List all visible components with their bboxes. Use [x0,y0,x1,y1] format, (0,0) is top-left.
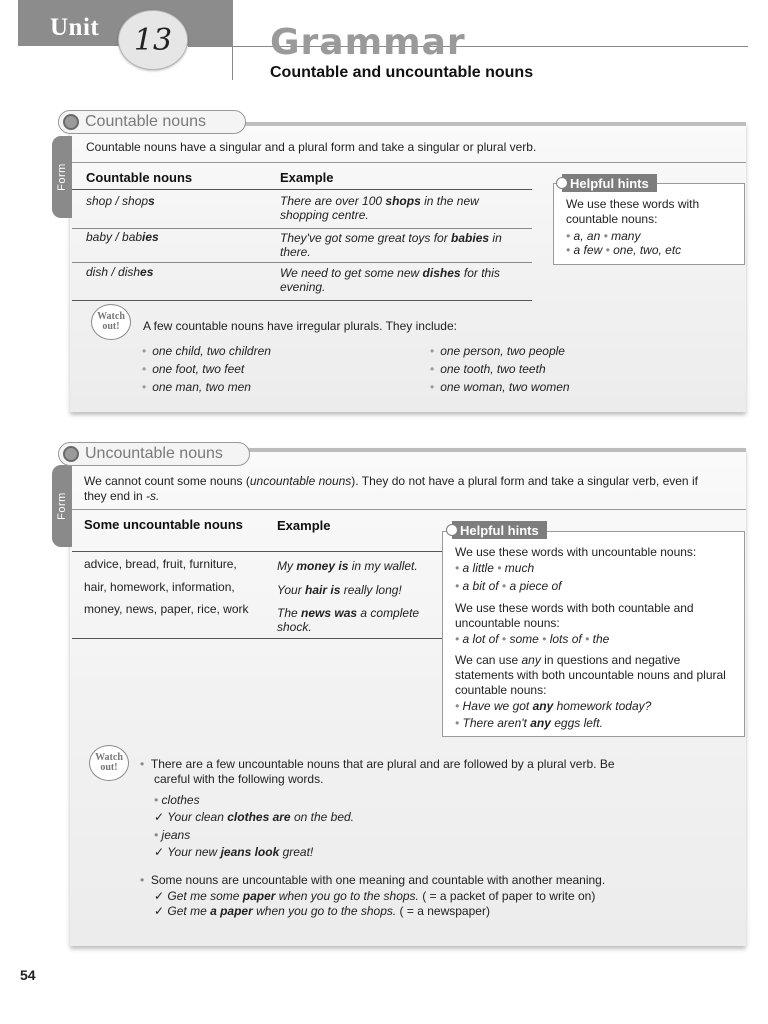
list-item: • jeans [154,828,191,842]
hints-line: • a bit of • a piece of [455,579,562,593]
hints-line: • a, an • many [566,229,641,243]
irregular-list-left [142,342,271,396]
col-header-nouns: Countable nouns [86,170,193,185]
watch-out-text: A few countable nouns have irregular plurals. They include: [143,319,457,333]
page-number: 54 [20,967,36,983]
table-row-noun: baby / babies [86,230,159,244]
table-row-nouns: hair, homework, information, [84,580,235,594]
section-title: Uncountable nouns [85,445,223,462]
table-row-noun: dish / dishes [86,265,154,279]
list-item: • clothes [154,793,200,807]
form-tab-uncountable: Form [52,465,72,547]
hints-line: • a few • one, two, etc [566,243,682,257]
uncountable-intro: We cannot count some nouns (uncountable nouns). They do not have a plural form and take a singular verb, even if they end in -s. [84,474,698,503]
list-item: • one tooth, two teeth [430,362,546,376]
hints-label: Helpful hints [562,174,657,192]
table-row-example: My money is in my wallet. [277,559,418,573]
page-title: Grammar [270,22,466,63]
hints-line: • a little • much [455,561,535,575]
hints-text: We use these words with uncountable nouns: [455,545,697,559]
title-divider [232,46,233,80]
list-item: • one man, two men [142,380,251,394]
table-row-example: There are over 100 shops in the new shopping centre. [280,194,479,222]
form-tab-countable: Form [52,136,72,218]
hints-line: • a lot of • some • lots of • the [455,632,610,646]
table-row-example: Your hair is really long! [277,583,402,597]
list-item: • one child, two children [142,344,271,358]
table-row-noun: shop / shops [86,194,155,208]
section-title: Countable nouns [85,113,206,130]
watch-out-badge: Watch out! [89,745,129,781]
irregular-list-right [430,342,570,396]
col-header-example: Example [277,518,331,533]
watch-out-point: • Some nouns are uncountable with one meaning and countable with another meaning. [140,873,606,887]
table-row-example: The news was a complete shock. [277,606,420,634]
table-row-example: They've got some great toys for babies in there. [280,231,502,259]
section-header-countable [58,110,246,134]
watch-out-badge: Watch out! [91,304,131,340]
table-row-example: We need to get some new dishes for this evening. [280,266,500,294]
page-subtitle: Countable and uncountable nouns [270,64,534,81]
list-item: • one woman, two women [430,380,570,394]
hints-text: We use these words with countable nouns: [566,197,700,226]
table-row-nouns: money, news, paper, rice, work [84,602,249,616]
section-header-uncountable [58,442,250,466]
list-item: • one person, two people [430,344,565,358]
hint-bullet-icon [556,177,568,189]
section-bullet-icon [63,446,79,462]
unit-number: 13 [118,10,188,70]
list-item: • one foot, two feet [142,362,245,376]
example-line: ✓ Get me some paper when you go to the shops. ( = a packet of paper to write on) [154,889,596,903]
section-bullet-icon [63,114,79,130]
col-header-nouns: Some uncountable nouns [84,517,243,532]
table-row-nouns: advice, bread, fruit, furniture, [84,557,237,571]
hints-example: • There aren't any eggs left. [455,716,603,730]
example-line: ✓ Get me a paper when you go to the shops. ( = a newspaper) [154,904,490,918]
hints-text: We use these words with both countable and uncountable nouns: [455,601,694,630]
hints-text: We can use any in questions and negative statements with both uncountable nouns and plural countable nouns: [455,653,726,697]
hints-label: Helpful hints [452,521,547,539]
hints-example: • Have we got any homework today? [455,699,652,713]
countable-intro: Countable nouns have a singular and a plural form and take a singular or plural verb. [86,140,537,154]
example-line: ✓ Your clean clothes are on the bed. [154,810,354,824]
watch-out-point: • There are a few uncountable nouns that are plural and are followed by a plural verb. Be careful with the following words. [140,757,615,786]
col-header-example: Example [280,170,334,185]
unit-label: Unit [50,14,100,41]
example-line: ✓ Your new jeans look great! [154,845,314,859]
hint-bullet-icon [446,524,458,536]
